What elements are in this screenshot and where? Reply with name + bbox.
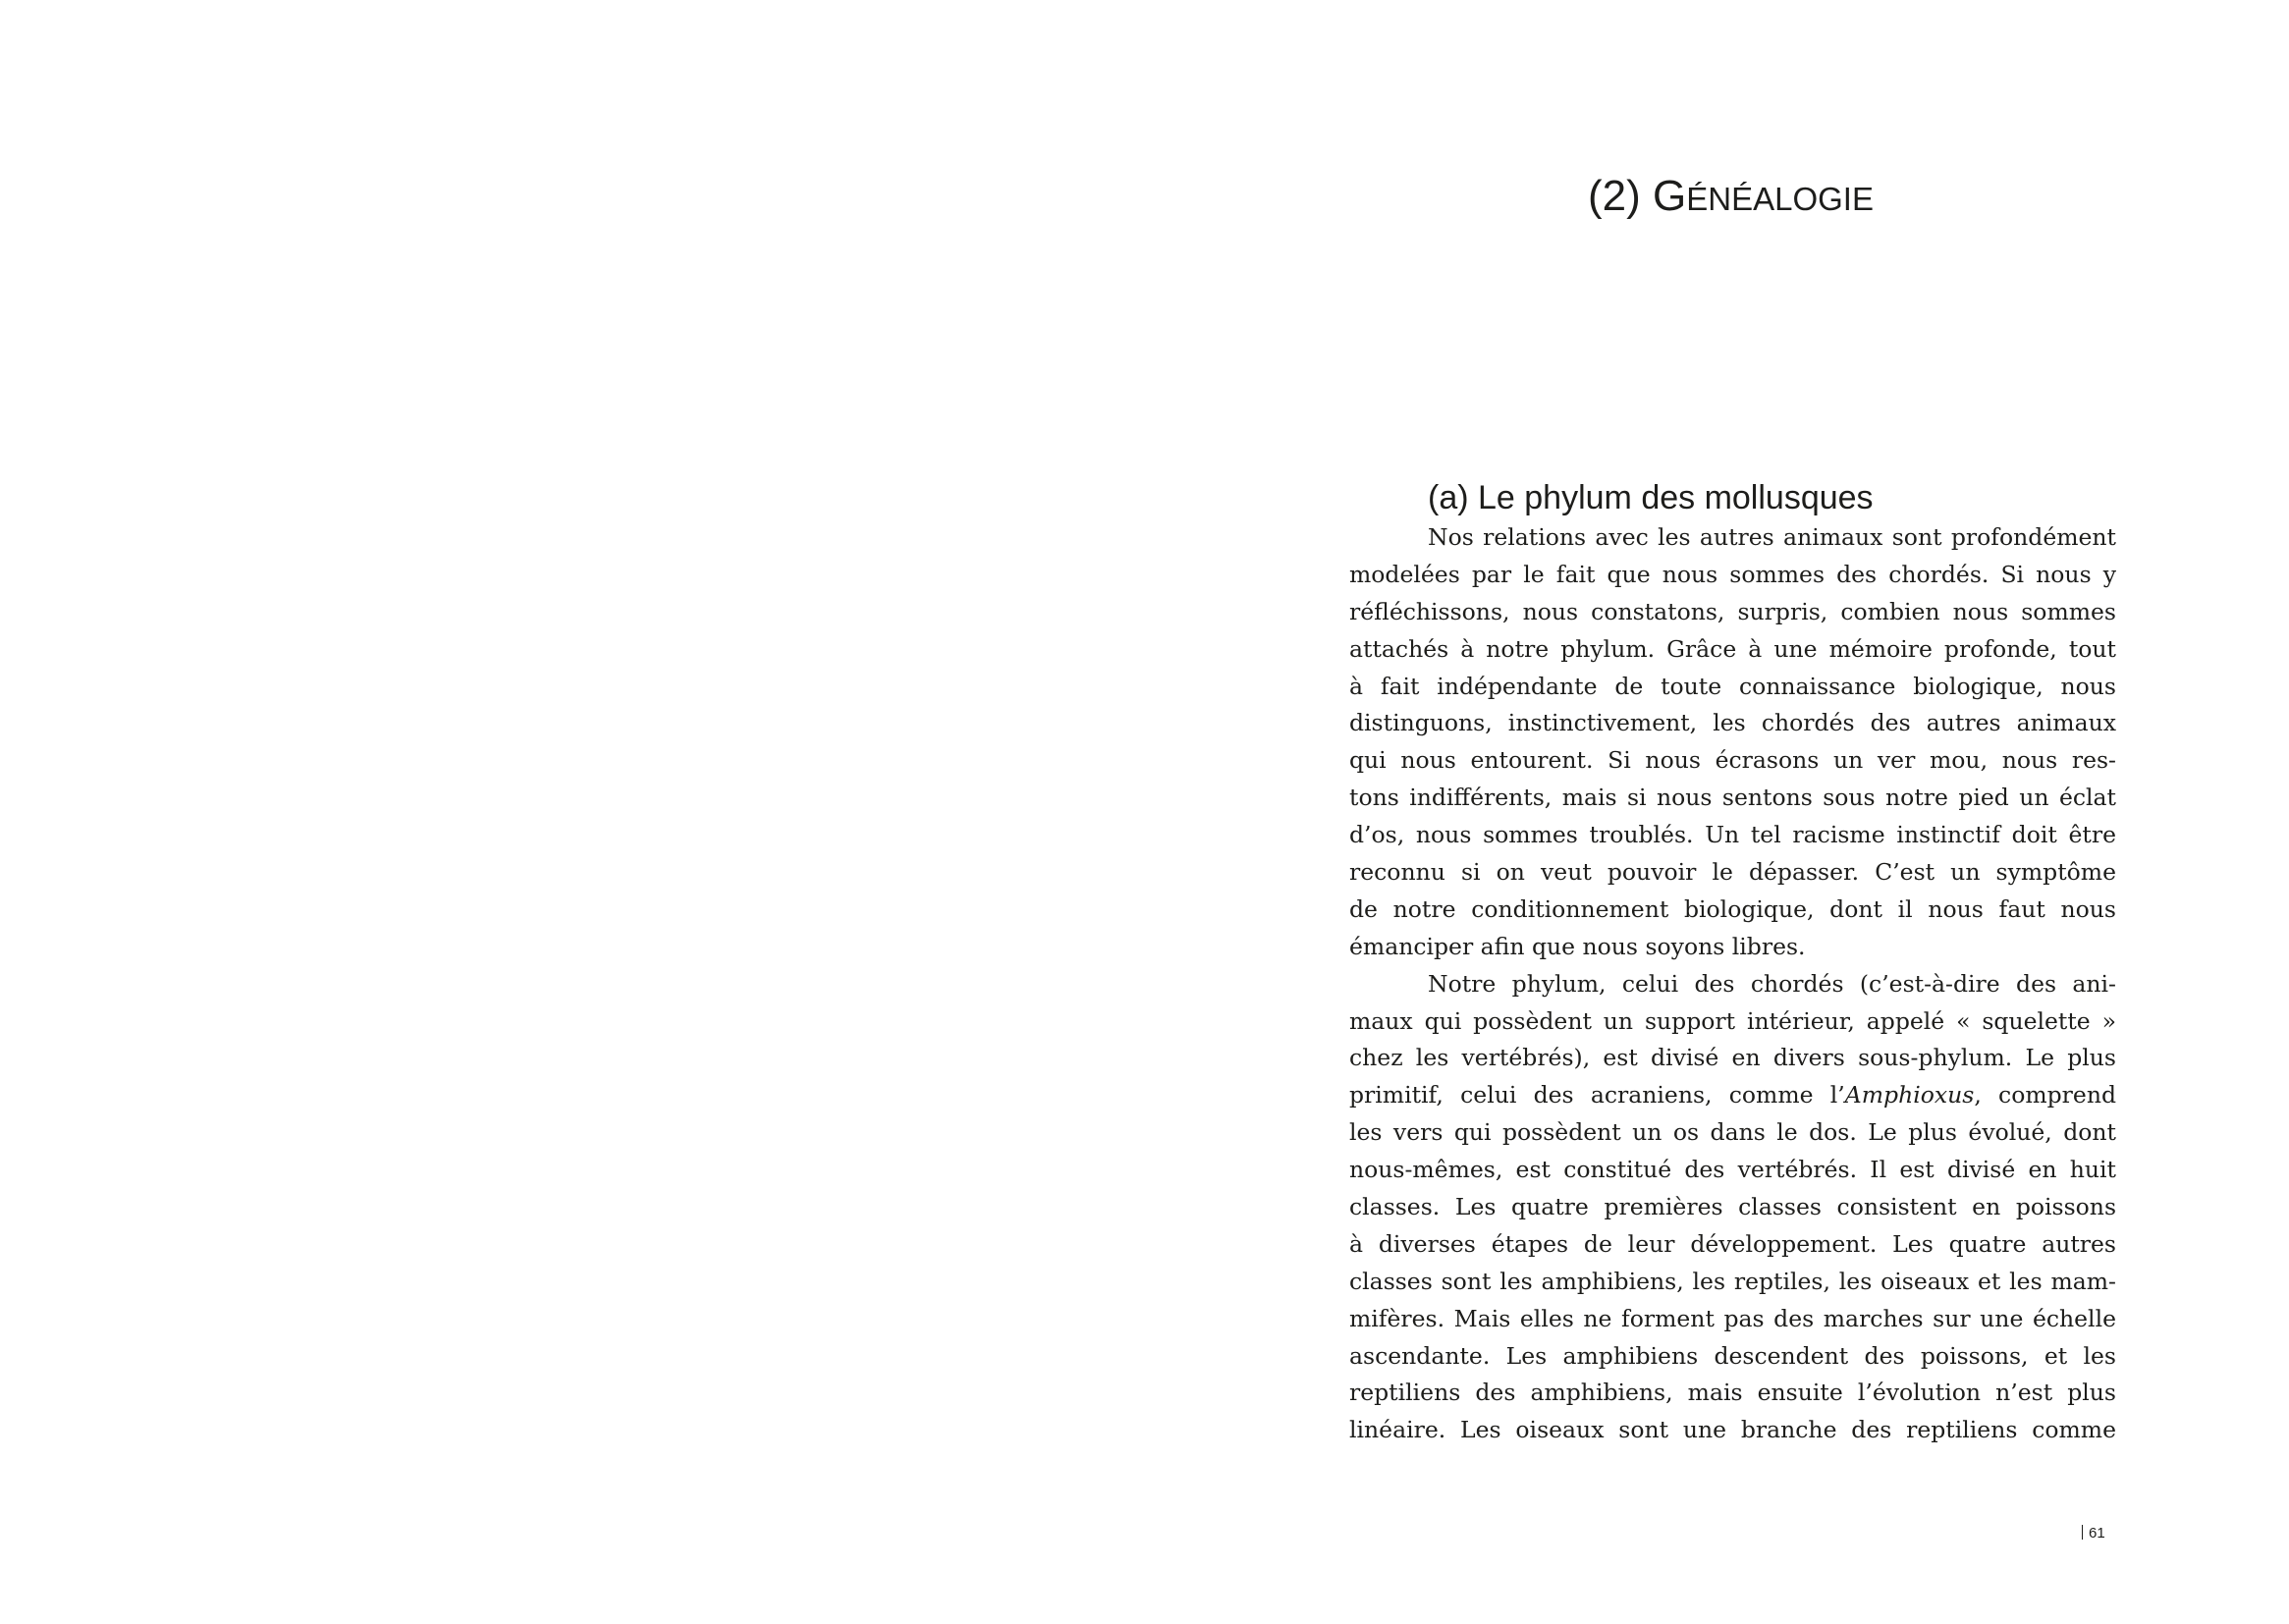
text-line: modelées par le fait que nous sommes des chordés. Si nous y bbox=[1349, 560, 2116, 588]
text-line: émanciper afin que nous soyons libres. bbox=[1349, 932, 1806, 960]
text-line: reptiliens des amphibiens, mais ensuite l’évolution n’est plus bbox=[1349, 1379, 2116, 1407]
text-line: maux qui possèdent un support intérieur, appelé « squelette » bbox=[1349, 1006, 2116, 1035]
section-heading: (a) Le phylum des mollusques bbox=[1428, 479, 1874, 516]
text-segment: , comprend bbox=[1974, 1081, 2116, 1110]
text-line: les vers qui possèdent un os dans le dos. Le plus évolué, dont bbox=[1349, 1118, 2116, 1147]
text-line: chez les vertébrés), est divisé en divers sous-phylum. Le plus bbox=[1349, 1044, 2116, 1072]
page-number bbox=[2082, 1524, 2105, 1543]
text-line: linéaire. Les oiseaux sont une branche des reptiliens comme bbox=[1349, 1416, 2116, 1444]
chapter-title-rest: ÉNÉALOGIE bbox=[1686, 181, 1874, 217]
folio-rule bbox=[2082, 1525, 2083, 1540]
text-line: classes. Les quatre premières classes consistent en poissons bbox=[1349, 1193, 2116, 1221]
text-line: d’os, nous sommes troublés. Un tel racisme instinctif doit être bbox=[1349, 821, 2116, 849]
right-page bbox=[1144, 0, 2289, 1624]
chapter-title bbox=[1588, 167, 1874, 229]
text-line: qui nous entourent. Si nous écrasons un ver mou, nous res- bbox=[1349, 746, 2116, 775]
text-line: distinguons, instinctivement, les chordés des autres animaux bbox=[1349, 709, 2116, 737]
left-page-blank bbox=[0, 0, 1144, 1624]
body-text bbox=[1349, 519, 2116, 1449]
text-line: à fait indépendante de toute connaissance biologique, nous bbox=[1349, 672, 2116, 700]
chapter-title-initial: G bbox=[1653, 172, 1687, 220]
text-line: mifères. Mais elles ne forment pas des marches sur une échelle bbox=[1349, 1304, 2116, 1332]
text-line: reconnu si on veut pouvoir le dépasser. C’est un symptôme bbox=[1349, 858, 2116, 887]
text-line: Nos relations avec les autres animaux sont profondément bbox=[1428, 523, 2116, 551]
text-line: Notre phylum, celui des chordés (c’est-à-dire des ani- bbox=[1428, 969, 2116, 998]
page-number-value: 61 bbox=[2089, 1525, 2105, 1542]
text-segment: primitif, celui des acraniens, comme l’ bbox=[1349, 1081, 1845, 1110]
text-line: réfléchissons, nous constatons, surpris, combien nous sommes bbox=[1349, 597, 2116, 625]
chapter-number: (2) bbox=[1588, 172, 1653, 220]
text-line: classes sont les amphibiens, les reptiles, les oiseaux et les mam- bbox=[1349, 1267, 2116, 1295]
text-line-with-italic bbox=[1349, 1077, 2116, 1114]
text-line: ascendante. Les amphibiens descendent des poissons, et les bbox=[1349, 1341, 2116, 1370]
text-line: tons indifférents, mais si nous sentons sous notre pied un éclat bbox=[1349, 784, 2116, 812]
text-line: de notre conditionnement biologique, dont il nous faut nous bbox=[1349, 894, 2116, 923]
text-line: nous-mêmes, est constitué des vertébrés. Il est divisé en huit bbox=[1349, 1156, 2116, 1184]
text-line: à diverses étapes de leur développement. Les quatre autres bbox=[1349, 1229, 2116, 1258]
text-line: attachés à notre phylum. Grâce à une mémoire profonde, tout bbox=[1349, 634, 2116, 663]
italic-term: Amphioxus bbox=[1844, 1081, 1975, 1110]
